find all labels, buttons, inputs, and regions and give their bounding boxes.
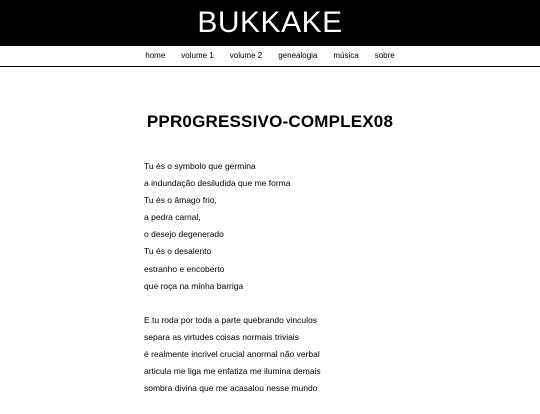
poem-line: que roça na minha barriga bbox=[144, 280, 244, 291]
site-header bbox=[0, 0, 540, 46]
nav-genealogia[interactable]: genealogia bbox=[278, 51, 318, 60]
stanza-2 bbox=[144, 312, 444, 397]
poem-line: Tu és o symbolo que germina bbox=[144, 161, 256, 171]
poem-line: separa as virtudes coisas normais triviais bbox=[144, 331, 299, 342]
nav-musica[interactable]: música bbox=[333, 51, 359, 60]
stanza-1 bbox=[144, 158, 444, 295]
poem-line: sombra divina que me acasalou nesse mundo bbox=[144, 383, 318, 394]
poem-line: E tu roda por toda a parte quebrando vinculos bbox=[144, 314, 317, 325]
nav-volume-1[interactable]: volume 1 bbox=[181, 51, 214, 60]
poem-line: a indundação desiludida que me forma bbox=[144, 178, 291, 189]
poem-line: estranho e encoberto bbox=[144, 263, 225, 274]
nav-sobre[interactable]: sobre bbox=[374, 51, 395, 60]
poem-line: é realmente incrivel crucial anormal não verbal bbox=[144, 348, 320, 359]
main-nav bbox=[0, 46, 540, 67]
poem-body bbox=[144, 158, 444, 414]
site-title-link[interactable]: BUKKAKE bbox=[197, 6, 343, 39]
nav-home[interactable]: home bbox=[145, 51, 166, 60]
poem-line: Tu és o âmago frio, bbox=[144, 195, 217, 206]
nav-volume-2[interactable]: volume 2 bbox=[229, 51, 263, 60]
poem-line: o desejo degenerado bbox=[144, 229, 224, 240]
poem-line: a pedra carnal, bbox=[144, 212, 201, 223]
poem-line: Tu és o desalento bbox=[144, 246, 212, 257]
poem-line: articula me liga me enfatiza me ilumina demais bbox=[144, 366, 321, 377]
post-title: PPR0GRESSIVO-COMPLEX08 bbox=[146, 112, 394, 131]
